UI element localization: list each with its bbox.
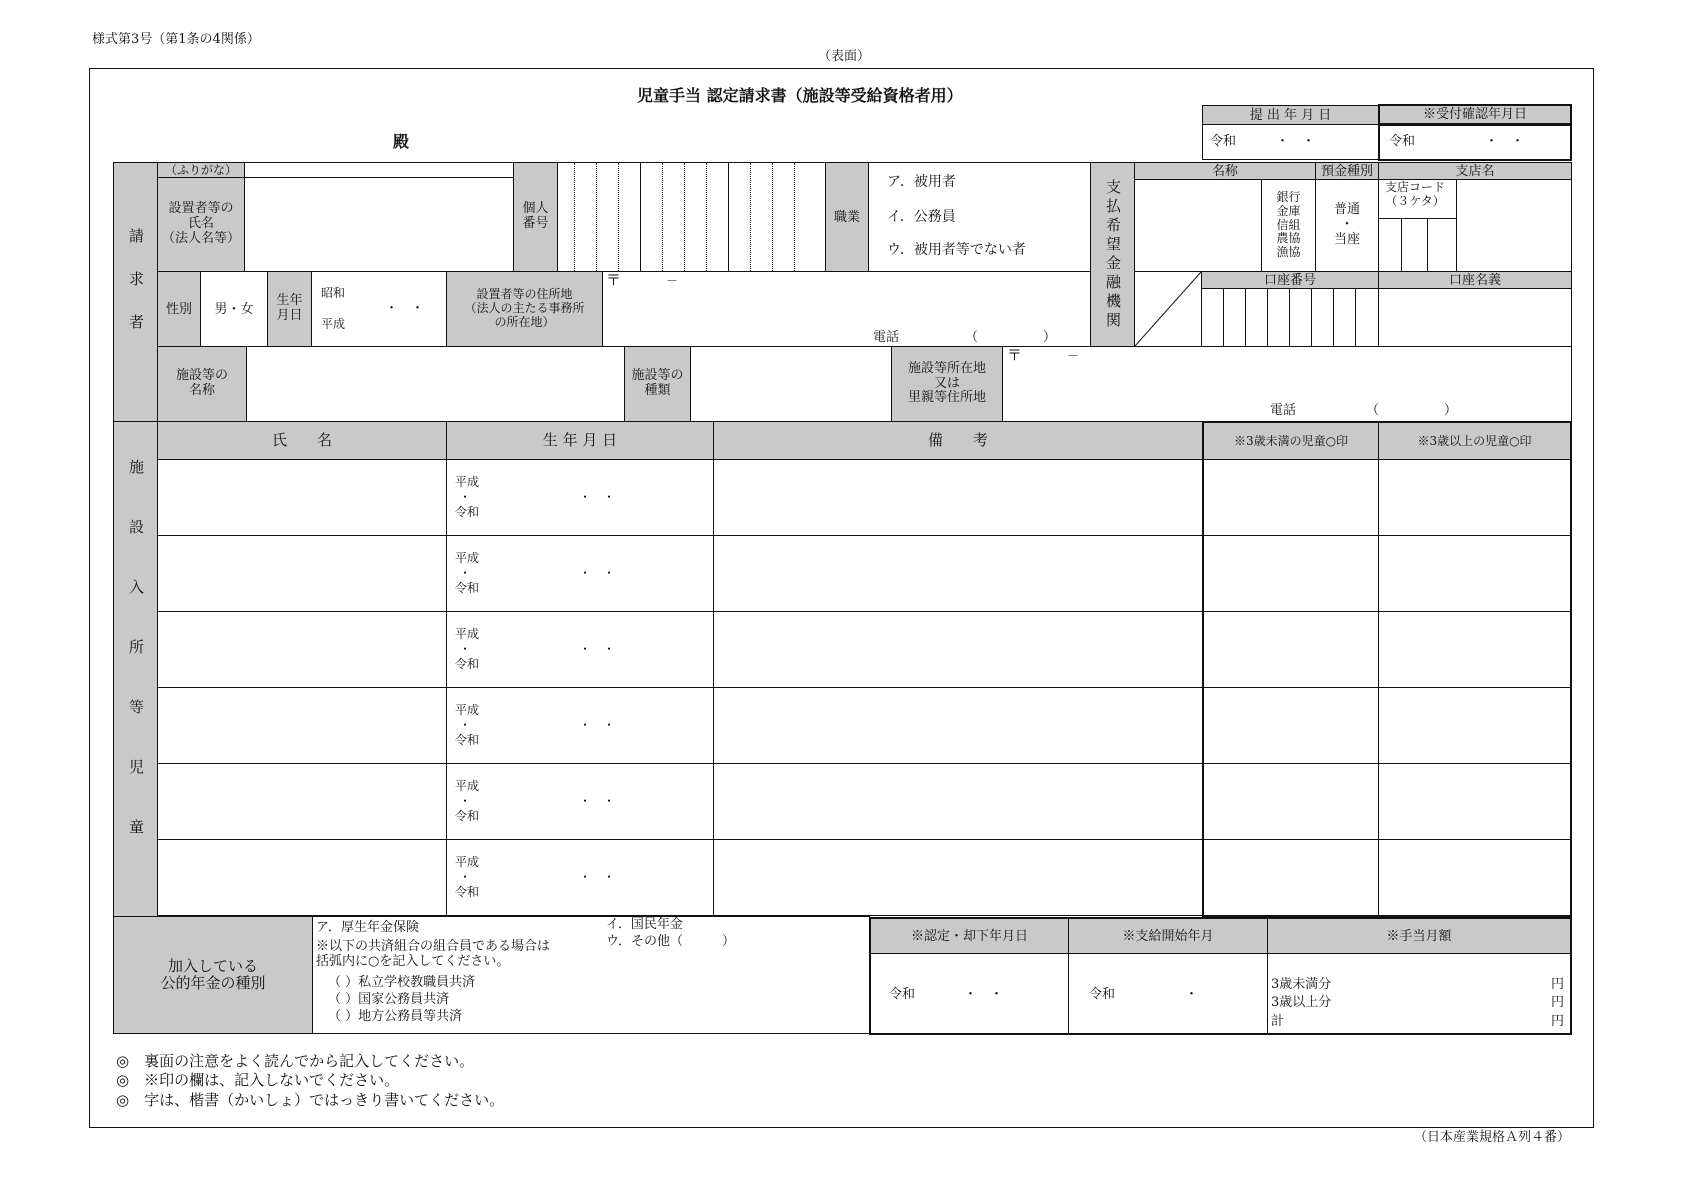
received-dots: ・ ・	[1485, 134, 1525, 149]
total-amount-label: 計	[1271, 1014, 1285, 1029]
over3-mark-field[interactable]	[1378, 535, 1572, 612]
over3-header: ※3歳以上の児童○印	[1378, 421, 1572, 460]
payment-era: 令和	[1089, 987, 1116, 1002]
payment-start-header: ※支給開始年月	[1068, 917, 1268, 954]
bank-section-label: 支払希望金融機関	[1090, 162, 1135, 347]
payment-dot: ・	[1185, 987, 1199, 1002]
monthly-amount-field[interactable]	[1267, 953, 1572, 1035]
postal-mark: 〒	[606, 271, 622, 289]
note-line: ◎ ※印の欄は、記入しないでください。	[116, 1071, 400, 1089]
child-birth-era-heisei: 平成	[455, 551, 480, 565]
child-notes-field[interactable]	[713, 839, 1203, 916]
diagonal-line	[1135, 272, 1201, 346]
child-birth-dots: ・ ・	[579, 794, 616, 808]
under3-mark-field[interactable]	[1202, 763, 1379, 840]
child-name-field[interactable]	[157, 535, 447, 612]
birth-era-showa: 昭和	[321, 286, 346, 300]
birth-dots: ・ ・	[385, 301, 425, 316]
furigana-field[interactable]	[244, 162, 514, 178]
under3-header: ※3歳未満の児童○印	[1202, 421, 1379, 460]
addressee: 殿	[393, 132, 410, 151]
branch-code-label: 支店コード （３ケタ）	[1385, 180, 1446, 208]
child-name-field[interactable]	[157, 459, 447, 536]
facility-address-label: 施設等所在地 又は 里親等住所地	[891, 346, 1003, 422]
yen-unit: 円	[1551, 995, 1565, 1010]
yen-unit: 円	[1551, 977, 1565, 992]
under3-mark-field[interactable]	[1202, 687, 1379, 764]
under3-mark-field[interactable]	[1202, 535, 1379, 612]
birth-era-heisei: 平成	[321, 317, 346, 331]
postal-dash: －	[666, 274, 679, 288]
child-birth-era-heisei: 平成	[455, 703, 480, 717]
child-birth-header: 生 年 月 日	[446, 421, 714, 460]
child-birth-era-heisei: 平成	[455, 627, 480, 641]
account-holder-field[interactable]	[1378, 288, 1572, 347]
child-name-field[interactable]	[157, 687, 447, 764]
pension-mutual-option[interactable]: （ ）私立学校教職員共済	[328, 975, 476, 990]
facility-type-field[interactable]	[690, 346, 892, 422]
mynumber-label: 個人 番号	[513, 162, 558, 272]
bank-diagonal-cell	[1134, 271, 1202, 347]
account-number-field[interactable]	[1201, 288, 1379, 347]
under3-mark-field[interactable]	[1202, 459, 1379, 536]
approval-date-header: ※認定・却下年月日	[869, 917, 1069, 954]
pension-option-b[interactable]: イ．国民年金	[606, 917, 683, 932]
footer-standard: （日本産業規格Ａ列４番）	[1414, 1130, 1571, 1145]
facility-phone-parens: （ ）	[1366, 403, 1458, 418]
sex-field[interactable]: 男・女	[200, 271, 268, 347]
approval-dots: ・ ・	[964, 987, 1004, 1002]
children-section-label: 施設入所等児童	[113, 421, 158, 917]
branch-name-field[interactable]	[1456, 179, 1572, 272]
child-birth-era-separator: ・	[459, 490, 472, 504]
birth-label: 生年 月日	[267, 271, 312, 347]
over3-mark-field[interactable]	[1378, 763, 1572, 840]
child-name-field[interactable]	[157, 763, 447, 840]
branch-header: 支店名	[1378, 162, 1572, 180]
institution-type-field[interactable]: 銀行 金庫 信組 農協 漁協	[1261, 179, 1316, 272]
sex-label: 性別	[157, 271, 201, 347]
note-line: ◎ 字は、楷書（かいしょ）ではっきり書いてください。	[116, 1091, 505, 1109]
pension-option-c[interactable]: ウ．その他（ ）	[606, 934, 735, 949]
over3-mark-field[interactable]	[1378, 839, 1572, 916]
phone-parens: （ ）	[965, 330, 1057, 345]
child-birth-era-separator: ・	[459, 566, 472, 580]
facility-name-label: 施設等の 名称	[157, 346, 247, 422]
child-birth-era-reiwa: 令和	[455, 505, 480, 519]
child-notes-field[interactable]	[713, 459, 1203, 536]
child-birth-era-separator: ・	[459, 718, 472, 732]
claimant-name-field[interactable]	[244, 177, 514, 272]
over3-mark-field[interactable]	[1378, 459, 1572, 536]
child-birth-dots: ・ ・	[579, 870, 616, 884]
child-notes-header: 備 考	[713, 421, 1203, 460]
child-name-header: 氏 名	[157, 421, 447, 460]
furigana-label: （ふりがな）	[157, 162, 245, 178]
child-birth-era-separator: ・	[459, 870, 472, 884]
pension-note: ※以下の共済組合の組合員である場合は 括弧内に○を記入してください。	[316, 939, 551, 969]
submission-date-header: 提 出 年 月 日	[1202, 105, 1379, 125]
claimant-section-label: 請求者	[113, 162, 158, 422]
form-number: 様式第3号（第1条の4関係）	[92, 32, 260, 47]
over3-mark-field[interactable]	[1378, 611, 1572, 688]
account-holder-header: 口座名義	[1378, 271, 1572, 289]
face-label: （表面）	[818, 49, 871, 64]
child-birth-era-reiwa: 令和	[455, 657, 480, 671]
yen-unit: 円	[1551, 1014, 1565, 1029]
facility-postal-mark: 〒	[1007, 346, 1023, 364]
submission-dots: ・ ・	[1276, 134, 1316, 149]
submission-era: 令和	[1210, 134, 1237, 149]
child-birth-dots: ・ ・	[579, 718, 616, 732]
child-birth-era-reiwa: 令和	[455, 809, 480, 823]
child-birth-dots: ・ ・	[579, 490, 616, 504]
child-notes-field[interactable]	[713, 763, 1203, 840]
over3-mark-field[interactable]	[1378, 687, 1572, 764]
child-birth-era-reiwa: 令和	[455, 733, 480, 747]
facility-type-label: 施設等の 種類	[624, 346, 691, 422]
child-birth-era-reiwa: 令和	[455, 885, 480, 899]
pension-mutual-option[interactable]: （ ）地方公務員等共済	[328, 1009, 463, 1024]
pension-option-a[interactable]: ア．厚生年金保険	[316, 920, 419, 935]
deposit-type-field[interactable]: 普通 ・ 当座	[1315, 179, 1379, 272]
address-label: 設置者等の住所地 （法人の主たる事務所 の所在地）	[446, 271, 603, 347]
name-label: 設置者等の 氏名 （法人名等）	[157, 177, 245, 272]
received-date-header: ※受付確認年月日	[1378, 104, 1572, 125]
bank-name-header: 名称	[1134, 162, 1316, 180]
approval-era: 令和	[889, 987, 916, 1002]
occupation-option[interactable]: イ．公務員	[887, 209, 956, 225]
under3-mark-field[interactable]	[1202, 611, 1379, 688]
child-birth-era-separator: ・	[459, 642, 472, 656]
note-line: ◎ 裏面の注意をよく読んでから記入してください。	[116, 1052, 475, 1070]
child-birth-era-heisei: 平成	[455, 475, 480, 489]
under3-mark-field[interactable]	[1202, 839, 1379, 916]
child-notes-field[interactable]	[713, 687, 1203, 764]
deposit-type-header: 預金種別	[1315, 162, 1379, 180]
received-era: 令和	[1389, 134, 1416, 149]
birth-field[interactable]	[311, 271, 447, 347]
form-title: 児童手当 認定請求書（施設等受給資格者用）	[637, 86, 963, 105]
child-notes-field[interactable]	[713, 611, 1203, 688]
child-birth-era-heisei: 平成	[455, 855, 480, 869]
facility-name-field[interactable]	[246, 346, 625, 422]
child-birth-dots: ・ ・	[579, 642, 616, 656]
child-birth-era-heisei: 平成	[455, 779, 480, 793]
child-notes-field[interactable]	[713, 535, 1203, 612]
facility-postal-dash: －	[1067, 349, 1080, 363]
over3-amount-label: 3歳以上分	[1271, 995, 1332, 1010]
facility-phone-label: 電話	[1270, 403, 1297, 418]
occupation-option[interactable]: ウ．被用者等でない者	[887, 242, 1026, 258]
monthly-amount-header: ※手当月額	[1267, 917, 1572, 954]
account-number-header: 口座番号	[1201, 271, 1379, 289]
under3-amount-label: 3歳未満分	[1271, 977, 1332, 992]
pension-mutual-option[interactable]: （ ）国家公務員共済	[328, 992, 450, 1007]
occupation-label: 職業	[825, 162, 869, 272]
child-birth-era-reiwa: 令和	[455, 581, 480, 595]
child-birth-era-separator: ・	[459, 794, 472, 808]
phone-label: 電話	[873, 330, 900, 345]
child-name-field[interactable]	[157, 611, 447, 688]
child-name-field[interactable]	[157, 839, 447, 916]
pension-label: 加入している 公的年金の種別	[113, 916, 313, 1034]
child-birth-dots: ・ ・	[579, 566, 616, 580]
mynumber-field[interactable]	[557, 162, 826, 272]
occupation-option[interactable]: ア．被用者	[887, 174, 956, 190]
bank-name-field[interactable]	[1134, 179, 1262, 272]
